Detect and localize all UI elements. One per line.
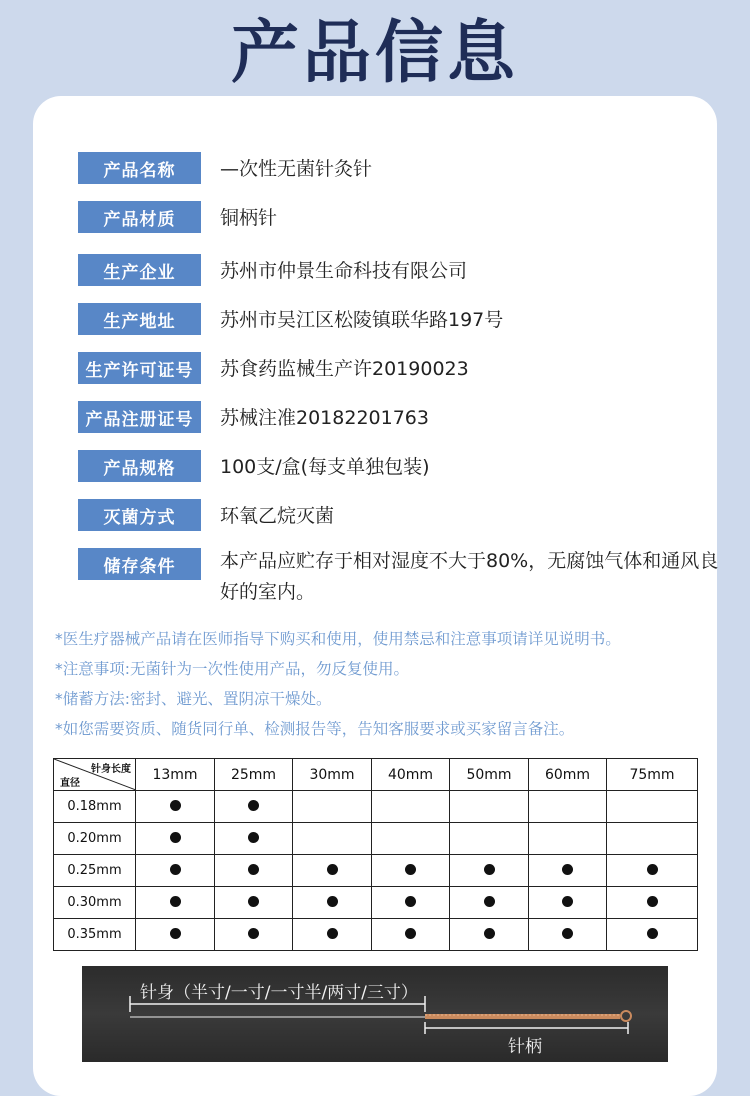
info-value: 铜柄针 [220,207,278,229]
available-dot [248,896,259,907]
availability-cell [529,823,607,855]
length-header: 40mm [372,759,450,791]
available-dot [248,864,259,875]
availability-cell [136,791,215,823]
available-dot [562,896,573,907]
length-header: 60mm [529,759,607,791]
spec-row [54,887,698,919]
info-row-name [78,152,373,184]
info-label: 生产地址 [78,303,201,335]
available-dot [170,896,181,907]
availability-cell [529,887,607,919]
info-label: 产品材质 [78,201,201,233]
available-dot [484,896,495,907]
availability-cell [136,855,215,887]
diameter-cell: 0.20mm [54,823,136,855]
available-dot [647,864,658,875]
info-value: 苏州市吴江区松陵镇联华路197号 [220,309,504,331]
available-dot [647,928,658,939]
info-label: 储存条件 [78,548,201,580]
length-header: 25mm [215,759,293,791]
info-row-license [78,352,469,384]
availability-cell [293,855,372,887]
availability-cell [450,887,529,919]
availability-cell [529,791,607,823]
availability-cell [293,791,372,823]
info-value: 苏州市仲景生命科技有限公司 [220,260,468,282]
spec-header-row [54,759,698,791]
diameter-cell: 0.18mm [54,791,136,823]
note-item: *储蓄方法:密封、避光、置阴凉干燥处。 [55,690,332,708]
availability-cell [215,855,293,887]
info-value: 环氧乙烷灭菌 [220,505,335,527]
spec-row [54,791,698,823]
available-dot [248,800,259,811]
available-dot [562,928,573,939]
info-row-registration [78,401,429,433]
length-header: 75mm [607,759,698,791]
availability-cell [607,791,698,823]
info-row-address [78,303,504,335]
availability-cell [607,887,698,919]
spec-corner-cell [54,759,136,791]
needle-handle-label: 针柄 [508,1037,542,1057]
availability-cell [607,919,698,951]
availability-cell [450,791,529,823]
corner-diameter-label: 直径 [60,778,80,789]
note-item: *如您需要资质、随货同行单、检测报告等，告知客服要求或买家留言备注。 [55,720,575,738]
available-dot [170,864,181,875]
availability-cell [136,823,215,855]
length-header: 50mm [450,759,529,791]
diameter-cell: 0.30mm [54,887,136,919]
availability-cell [372,823,450,855]
availability-cell [293,919,372,951]
availability-cell [372,919,450,951]
available-dot [647,896,658,907]
info-row-material [78,201,278,233]
info-row-manufacturer [78,254,468,286]
availability-cell [450,919,529,951]
diameter-cell: 0.35mm [54,919,136,951]
diameter-cell: 0.25mm [54,855,136,887]
available-dot [327,896,338,907]
page-title: 产品信息 [230,14,519,93]
note-item: *医生疗器械产品请在医师指导下购买和使用，使用禁忌和注意事项请详见说明书。 [55,630,621,648]
available-dot [405,896,416,907]
info-label: 产品规格 [78,450,201,482]
available-dot [248,928,259,939]
availability-cell [136,887,215,919]
availability-cell [607,823,698,855]
length-header: 13mm [136,759,215,791]
availability-cell [529,919,607,951]
availability-cell [293,823,372,855]
availability-cell [372,855,450,887]
availability-cell [450,823,529,855]
needle-body-label: 针身（半寸/一寸/一寸半/两寸/三寸） [140,983,418,1003]
availability-cell [215,887,293,919]
notes-list [55,624,715,744]
spec-table [53,758,698,951]
available-dot [327,864,338,875]
availability-cell [293,887,372,919]
info-label: 产品名称 [78,152,201,184]
availability-cell [450,855,529,887]
available-dot [170,928,181,939]
info-value: —次性无菌针灸针 [220,158,373,180]
availability-cell [136,919,215,951]
available-dot [484,864,495,875]
availability-cell [372,887,450,919]
available-dot [562,864,573,875]
available-dot [170,800,181,811]
available-dot [484,928,495,939]
note-item: *注意事项:无菌针为一次性使用产品，勿反复使用。 [55,660,409,678]
info-row-spec [78,450,430,482]
spec-row [54,823,698,855]
info-value: 100支/盒(每支单独包装) [220,456,430,478]
available-dot [248,832,259,843]
spec-row [54,919,698,951]
info-row-storage [78,548,719,603]
available-dot [405,928,416,939]
availability-cell [215,919,293,951]
availability-cell [372,791,450,823]
info-label: 生产许可证号 [78,352,201,384]
length-header: 30mm [293,759,372,791]
availability-cell [215,791,293,823]
info-label: 灭菌方式 [78,499,201,531]
spec-row [54,855,698,887]
available-dot [170,832,181,843]
available-dot [405,864,416,875]
needle-photo [82,966,668,1062]
info-label: 产品注册证号 [78,401,201,433]
info-label: 生产企业 [78,254,201,286]
info-row-sterilization [78,499,335,531]
info-value: 本产品应贮存于相对湿度不大于80%，无腐蚀气体和通风良好的室内。 [220,550,719,603]
availability-cell [607,855,698,887]
availability-cell [529,855,607,887]
corner-length-label: 针身长度 [91,764,131,775]
available-dot [327,928,338,939]
info-value: 苏食药监械生产许20190023 [220,358,469,380]
availability-cell [215,823,293,855]
info-value: 苏械注准20182201763 [220,407,429,429]
